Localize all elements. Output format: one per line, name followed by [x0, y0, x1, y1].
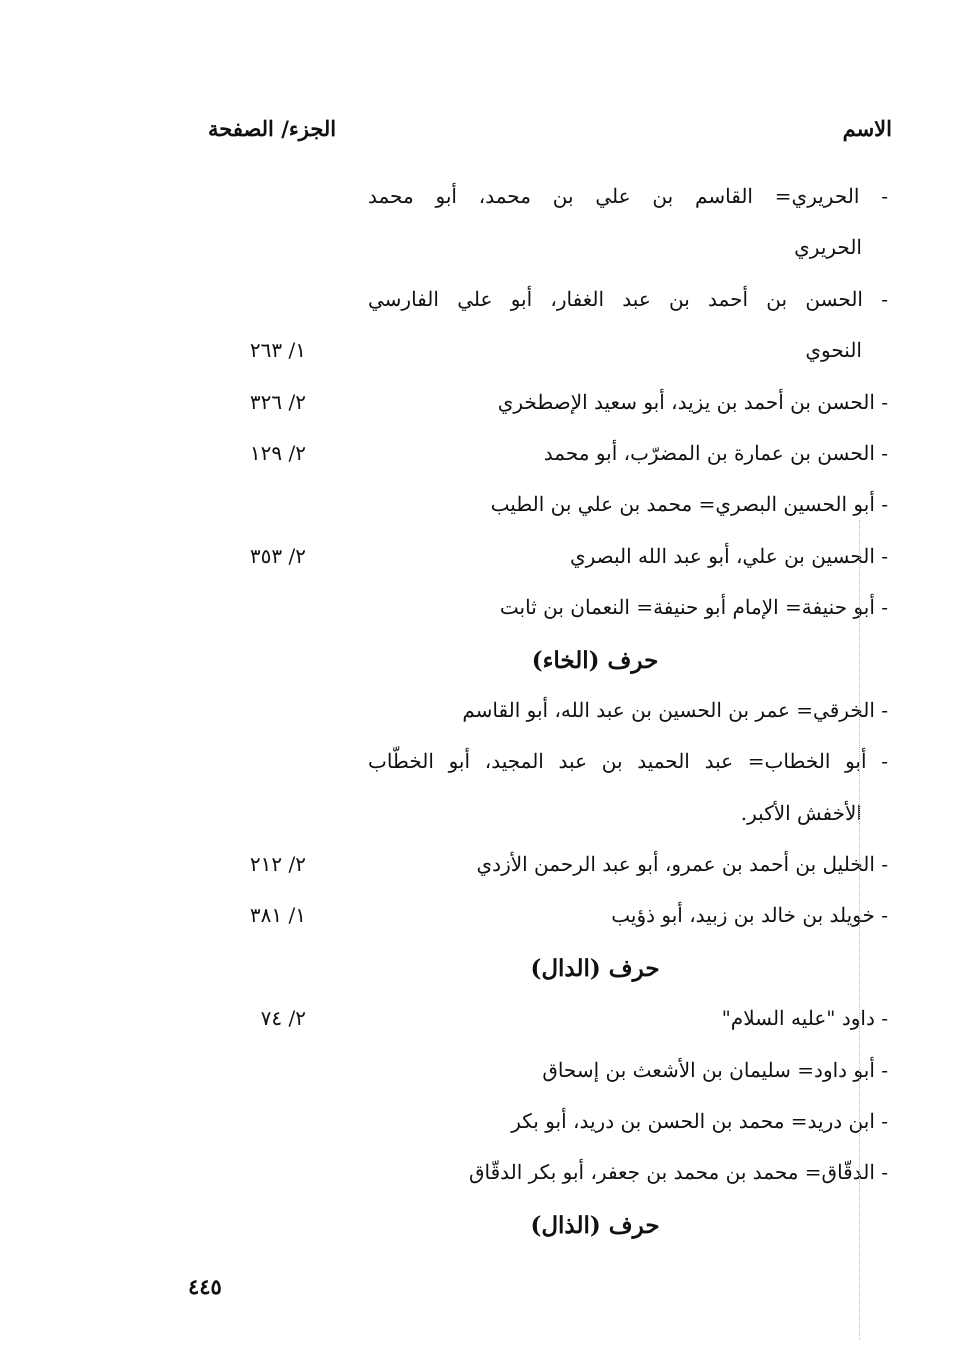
entry-name: - الحسين بن علي، أبو عبد الله البصري: [569, 543, 888, 568]
index-entry: [0, 484, 954, 535]
index-entry: [0, 895, 954, 946]
letter-heading: [0, 947, 954, 998]
entry-name: - الخليل بن أحمد بن عمرو، أبو عبد الرحمن الأزدي: [476, 852, 888, 877]
entry-volume-page: ٢/ ٧٤: [260, 1006, 306, 1031]
letter-heading-text: حرف (الذال): [530, 1211, 660, 1239]
entry-name: - ابن دريد= محمد بن الحسن بن دريد، أبو بكر: [511, 1109, 888, 1134]
entry-name: - الحسن بن عمارة بن المضرّب، أبو محمد: [543, 440, 888, 465]
entry-name: - أبو الخطاب= عبد الحميد بن عبد المجيد، أبو الخطّاب: [368, 749, 888, 774]
letter-heading-text: حرف (الدال): [530, 954, 660, 982]
entry-name: - الحريري= القاسم بن علي بن محمد، أبو محمد: [368, 184, 888, 208]
entry-name: - أبو داود= سليمان بن الأشعث بن إسحاق: [542, 1057, 888, 1082]
page-number: ٤٤٥: [188, 1274, 222, 1299]
index-entry-continuation: [0, 330, 954, 381]
margin-dotted-line: [859, 520, 861, 1340]
index-entry: [0, 1050, 954, 1101]
entry-volume-page: ١/ ٢٦٣: [249, 338, 306, 363]
letter-heading: [0, 1204, 954, 1255]
entry-name: - الخرقي= عمر بن الحسين بن عبد الله، أبو القاسم: [462, 697, 888, 722]
entry-volume-page: ٢/ ٣٢٦: [249, 389, 306, 414]
entry-name: - داود "عليه السلام": [721, 1006, 888, 1031]
index-entry: [0, 998, 954, 1049]
index-entry: [0, 587, 954, 638]
index-entry: [0, 690, 954, 741]
index-entry: [0, 844, 954, 895]
entry-name: - الحسن بن أحمد بن عبد الغفار، أبو علي الفارسي: [368, 286, 888, 311]
column-header-volume-page: الجزء/ الصفحة: [208, 116, 337, 141]
index-entry: [0, 279, 954, 330]
index-entry: [0, 176, 954, 227]
entry-name: - الدقّاق= محمد بن محمد بن جعفر، أبو بكر الدقّاق: [468, 1160, 888, 1185]
entry-volume-page: ١/ ٣٨١: [249, 903, 306, 928]
entry-name: - الحسن بن أحمد بن يزيد، أبو سعيد الإصطخري: [497, 389, 888, 414]
index-entry: [0, 1152, 954, 1203]
index-entry: [0, 1101, 954, 1152]
index-entry: [0, 433, 954, 484]
letter-heading: [0, 639, 954, 690]
entry-name: النحوي: [805, 338, 862, 363]
entry-name: - خويلد بن خالد بن زبيد، أبو ذؤيب: [611, 903, 888, 928]
index-entry-continuation: [0, 793, 954, 844]
index-entry: [0, 382, 954, 433]
index-entry: [0, 741, 954, 792]
entry-volume-page: ٢/ ١٢٩: [249, 440, 306, 465]
column-header-name: الاسم: [842, 116, 892, 141]
entry-name: الحريري: [794, 235, 862, 260]
index-entries: [0, 176, 954, 1255]
index-entry-continuation: [0, 227, 954, 278]
entry-name: الأخفش الأكبر.: [740, 800, 862, 825]
entry-name: - أبو حنيفة= الإمام أبو حنيفة= النعمان بن ثابت: [499, 595, 888, 620]
index-entry: [0, 536, 954, 587]
entry-name: - أبو الحسين البصري= محمد بن علي بن الطيب: [490, 492, 888, 517]
entry-volume-page: ٢/ ٢١٢: [249, 852, 306, 877]
entry-volume-page: ٢/ ٣٥٣: [249, 543, 306, 568]
letter-heading-text: حرف (الخاء): [531, 646, 659, 674]
